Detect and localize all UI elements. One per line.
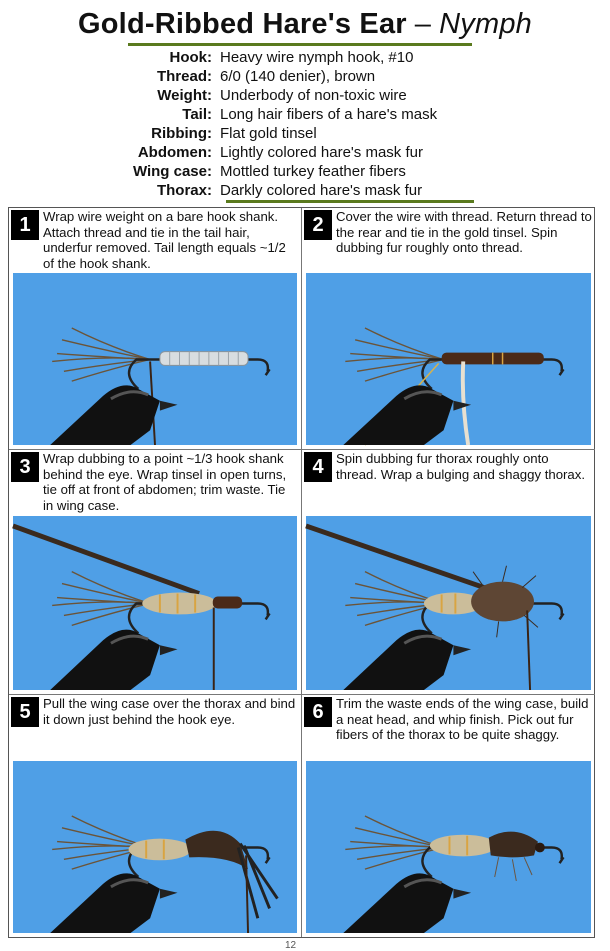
page-title <box>0 8 610 41</box>
step-panel-4 <box>302 450 595 695</box>
materials-row-wing-case <box>0 162 610 181</box>
materials-value: 6/0 (140 denier), brown <box>220 68 376 85</box>
step-photo <box>13 273 297 445</box>
hook-photo-finished-fly <box>306 761 591 933</box>
step-number: 6 <box>304 697 332 727</box>
title-underline <box>128 43 472 46</box>
hook-photo-abdomen <box>13 516 297 690</box>
step-panel-5 <box>9 695 302 937</box>
materials-key: Thread: <box>156 68 212 85</box>
materials-value: Lightly colored hare's mask fur <box>220 144 423 161</box>
page-header <box>0 8 610 41</box>
step-number: 3 <box>11 452 39 482</box>
hook-photo-wing-case <box>13 761 297 933</box>
materials-key: Weight: <box>157 87 212 104</box>
step-photo <box>306 516 591 690</box>
materials-row-tail <box>0 105 610 124</box>
materials-key: Hook: <box>169 49 212 66</box>
hook-photo-wire-wrap <box>13 273 297 445</box>
materials-row-ribbing <box>0 124 610 143</box>
step-panel-2 <box>302 208 595 450</box>
step-number: 1 <box>11 210 39 240</box>
title-dash: – <box>414 8 432 40</box>
step-number: 5 <box>11 697 39 727</box>
step-number: 4 <box>304 452 332 482</box>
step-instruction: Wrap wire weight on a bare hook shank. Attach thread and tie in the tail hair, underfur removed. Tail length equals ~1/2 of the hook shank. <box>43 209 286 271</box>
materials-row-weight <box>0 86 610 105</box>
materials-underline <box>226 200 474 203</box>
title-subtitle: Nymph <box>439 8 532 40</box>
materials-list <box>0 48 610 200</box>
materials-key: Abdomen: <box>137 144 212 161</box>
hook-photo-thorax <box>306 516 591 690</box>
materials-value: Heavy wire nymph hook, #10 <box>220 49 414 66</box>
step-panel-6 <box>302 695 595 937</box>
materials-value: Flat gold tinsel <box>220 125 317 142</box>
materials-key: Thorax: <box>156 182 212 199</box>
materials-row-abdomen <box>0 143 610 162</box>
materials-row-thread <box>0 67 610 86</box>
step-number: 2 <box>304 210 332 240</box>
title-main: Gold-Ribbed Hare's Ear <box>78 8 407 40</box>
materials-row-hook <box>0 48 610 67</box>
step-photo <box>13 761 297 933</box>
materials-value: Long hair fibers of a hare's mask <box>220 106 438 123</box>
materials-row-thorax <box>0 181 610 200</box>
step-photo <box>13 516 297 690</box>
step-panel-1 <box>9 208 302 450</box>
step-panel-3 <box>9 450 302 695</box>
materials-key: Tail: <box>182 106 212 123</box>
materials-value: Underbody of non-toxic wire <box>220 87 407 104</box>
hook-photo-thread-cover <box>306 273 591 445</box>
materials-key: Ribbing: <box>151 125 212 142</box>
page-number: 12 <box>285 940 297 951</box>
materials-value: Mottled turkey feather fibers <box>220 163 406 180</box>
steps-grid <box>8 207 595 938</box>
materials-value: Darkly colored hare's mask fur <box>220 182 423 199</box>
step-photo <box>306 273 591 445</box>
step-photo <box>306 761 591 933</box>
materials-key: Wing case: <box>132 163 212 180</box>
step-instruction: Wrap dubbing to a point ~1/3 hook shank behind the eye. Wrap tinsel in open turns, tie off at front of abdomen; trim waste. Tie in wing case. <box>43 451 287 513</box>
step-instruction: Pull the wing case over the thorax and bind it down just behind the hook eye. <box>43 696 296 727</box>
step-instruction: Spin dubbing fur thorax roughly onto thread. Wrap a bulging and shaggy thorax. <box>336 451 586 482</box>
step-instruction: Trim the waste ends of the wing case, build a neat head, and whip finish. Pick out fur fibers of the thorax to be quite shaggy. <box>336 696 589 742</box>
step-instruction: Cover the wire with thread. Return thread to the rear and tie in the gold tinsel. Spin dubbing fur roughly onto thread. <box>336 209 592 255</box>
